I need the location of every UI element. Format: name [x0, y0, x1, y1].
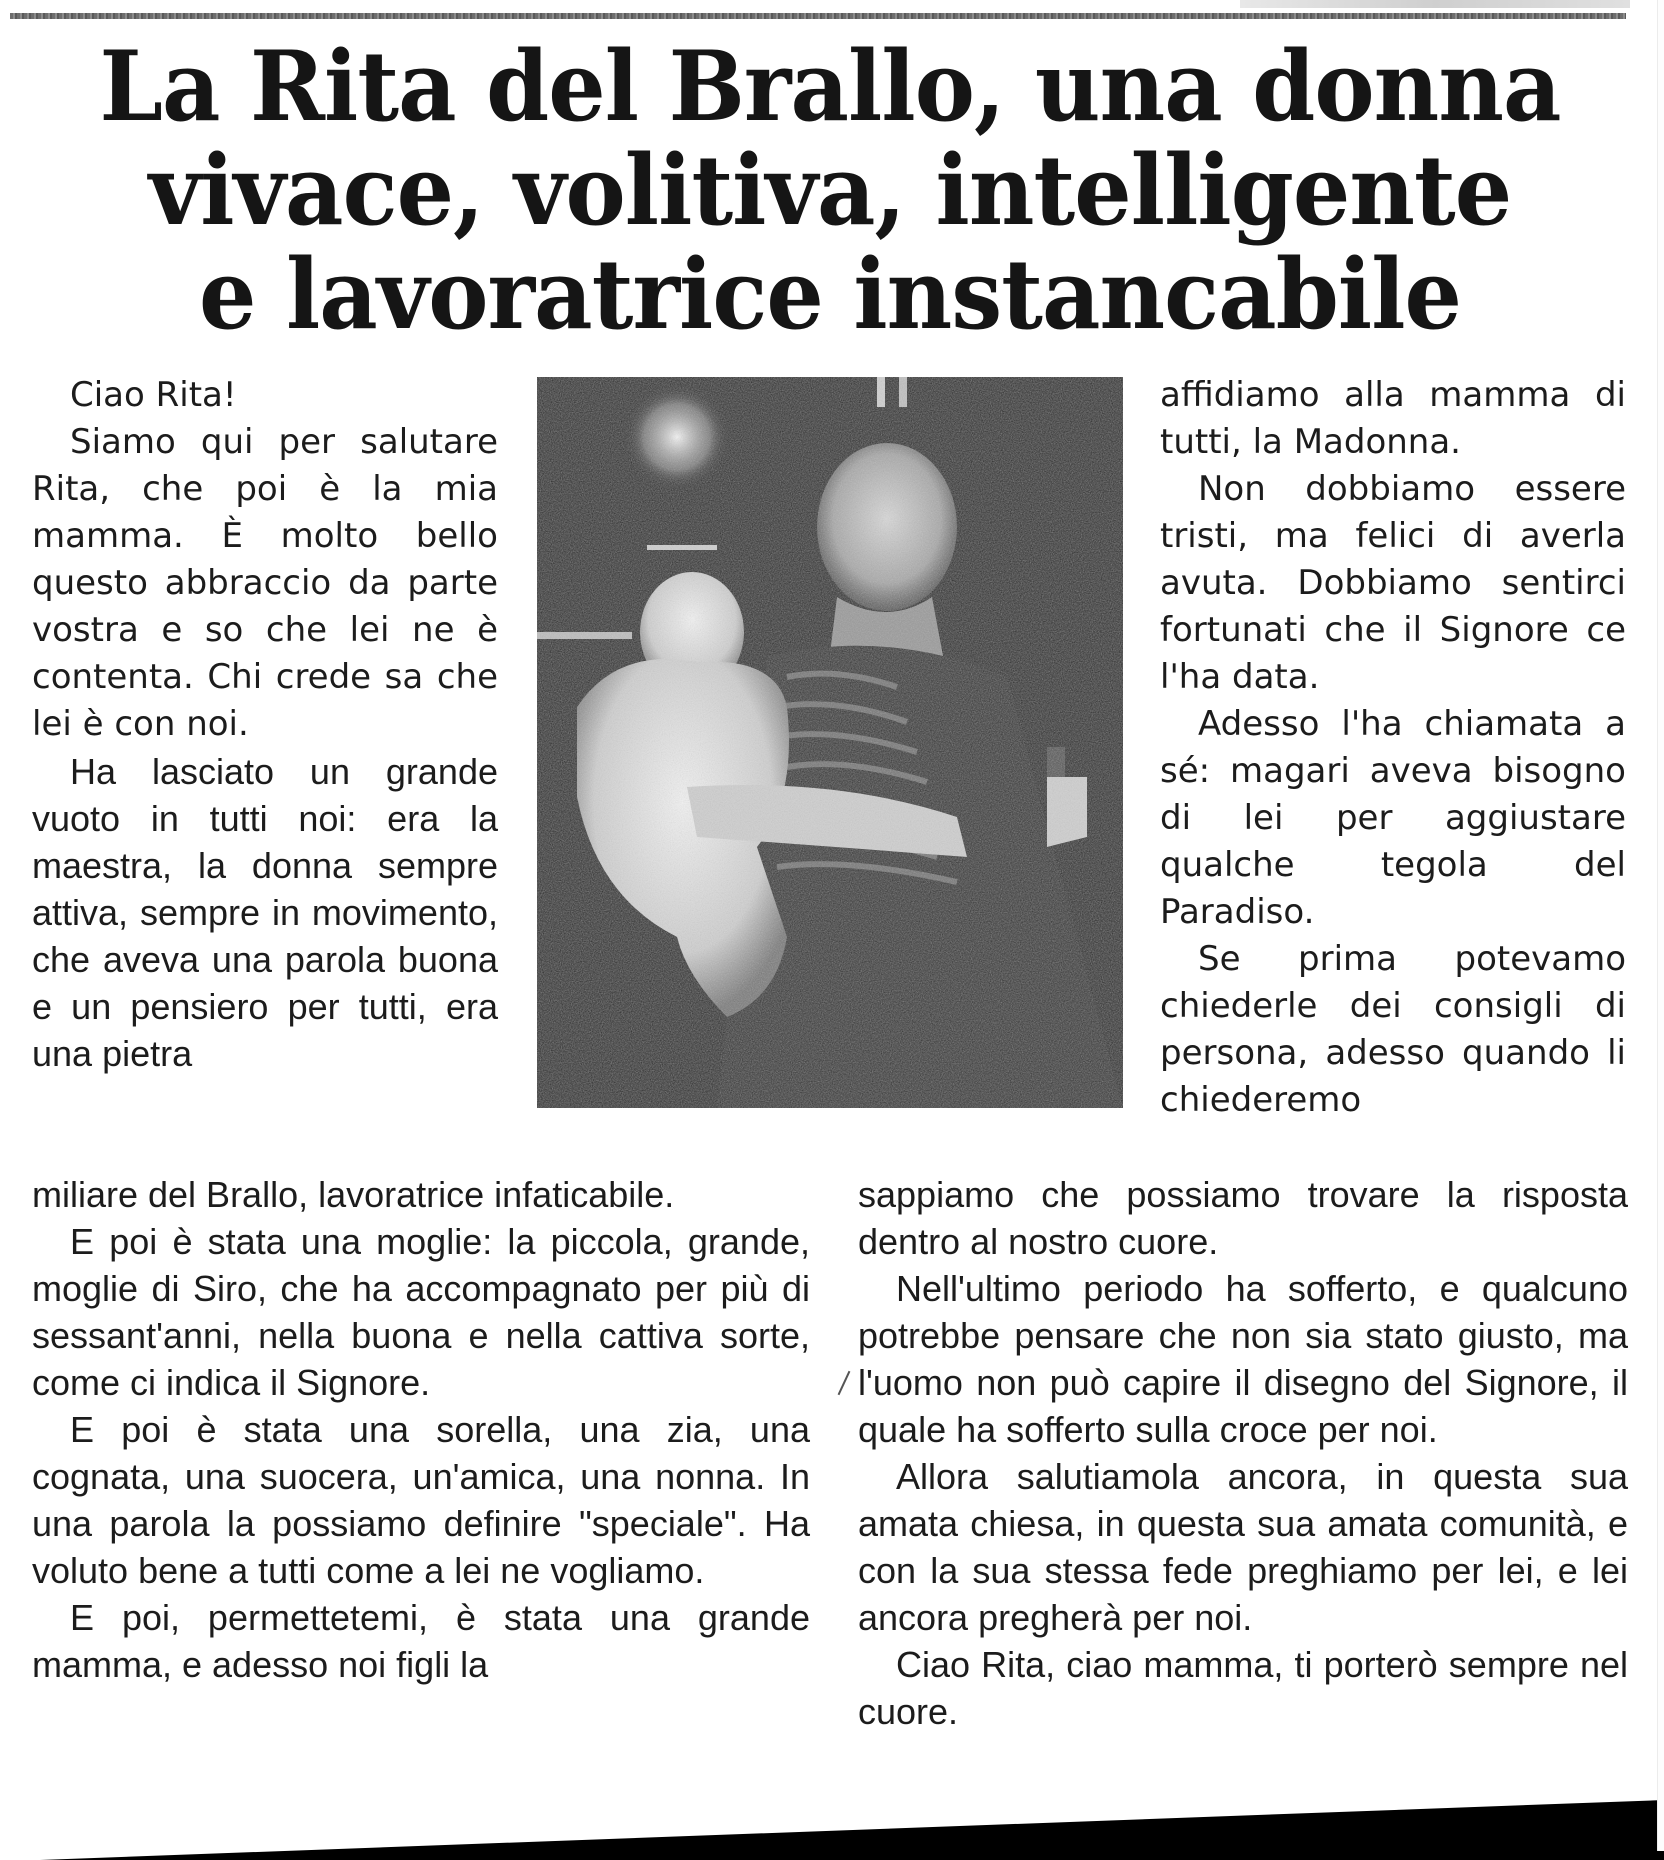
headline-line: vivace, volitiva, intelligente [148, 134, 1512, 247]
scan-bottom-edge [40, 1800, 1664, 1860]
paragraph: Siamo qui per salutare Rita, che poi è la mia mamma. È molto bello questo abbraccio da parte vostra e so che lei ne è contenta. Chi crede sa che lei è con noi. [32, 422, 498, 744]
left-column-top [32, 372, 498, 1077]
paragraph: affidiamo alla mamma di tutti, la Madonna. [1160, 375, 1626, 462]
paragraph: Nell'ultimo periodo ha sofferto, e qualcuno potrebbe pensare che non sia stato giusto, ma l'uomo non può capire il disegno del Signore, il quale ha sofferto sulla croce per noi. [858, 1268, 1628, 1450]
left-column-bottom [32, 1171, 810, 1688]
paragraph: Ciao Rita, ciao mamma, ti porterò sempre nel cuore. [858, 1644, 1628, 1732]
right-column-bottom [858, 1171, 1628, 1735]
paragraph: E poi è stata una sorella, una zia, una cognata, una suocera, un'amica, una nonna. In una parola la possiamo definire "speciale". Ha voluto bene a tutti come a lei ne vogliamo. [32, 1409, 810, 1591]
scan-shadow-wedge [40, 1800, 1664, 1860]
paragraph: sappiamo che possiamo trovare la risposta dentro al nostro cuore. [858, 1174, 1628, 1262]
headline-line: La Rita del Brallo, una donna [99, 30, 1561, 143]
paragraph: Adesso l'ha chiamata a sé: magari aveva bisogno di lei per aggiustare qualche tegola del Paradiso. [1160, 704, 1626, 932]
paragraph: E poi, permettetemi, è stata una grande mamma, e adesso noi figli la [32, 1597, 810, 1685]
paragraph: E poi è stata una moglie: la piccola, grande, moglie di Siro, che ha accompagnato per più di sessant'anni, nella buona e nella cattiva sorte, come ci indica il Signore. [32, 1221, 810, 1403]
article-headline [69, 30, 1592, 351]
right-column-top [1160, 372, 1626, 1124]
scan-stray-mark [838, 1371, 851, 1395]
scan-top-strip [1240, 0, 1630, 8]
article-photo [537, 377, 1123, 1108]
photo-woman-with-baby [537, 377, 1123, 1108]
paragraph: Ciao Rita! [70, 375, 237, 415]
paragraph: Allora salutiamola ancora, in questa sua amata chiesa, in questa sua amata comunità, e con la sua stessa fede preghiamo per lei, e lei ancora pregherà per noi. [858, 1456, 1628, 1638]
paragraph: miliare del Brallo, lavoratrice infaticabile. [32, 1174, 675, 1215]
paragraph: Se prima potevamo chiederle dei consigli di persona, adesso quando li chiederemo [1160, 939, 1626, 1120]
top-rule-divider [10, 13, 1626, 19]
paragraph: Non dobbiamo essere tristi, ma felici di averla avuta. Dobbiamo sentirci fortunati che il Signore ce l'ha data. [1160, 469, 1626, 697]
paragraph: Ha lasciato un grande vuoto in tutti noi: era la maestra, la donna sempre attiva, sempre in movimento, che aveva una parola buona e un pensiero per tutti, era una pietra [32, 751, 498, 1074]
scan-right-edge [1657, 0, 1664, 1851]
headline-line: e lavoratrice instancabile [198, 238, 1462, 351]
